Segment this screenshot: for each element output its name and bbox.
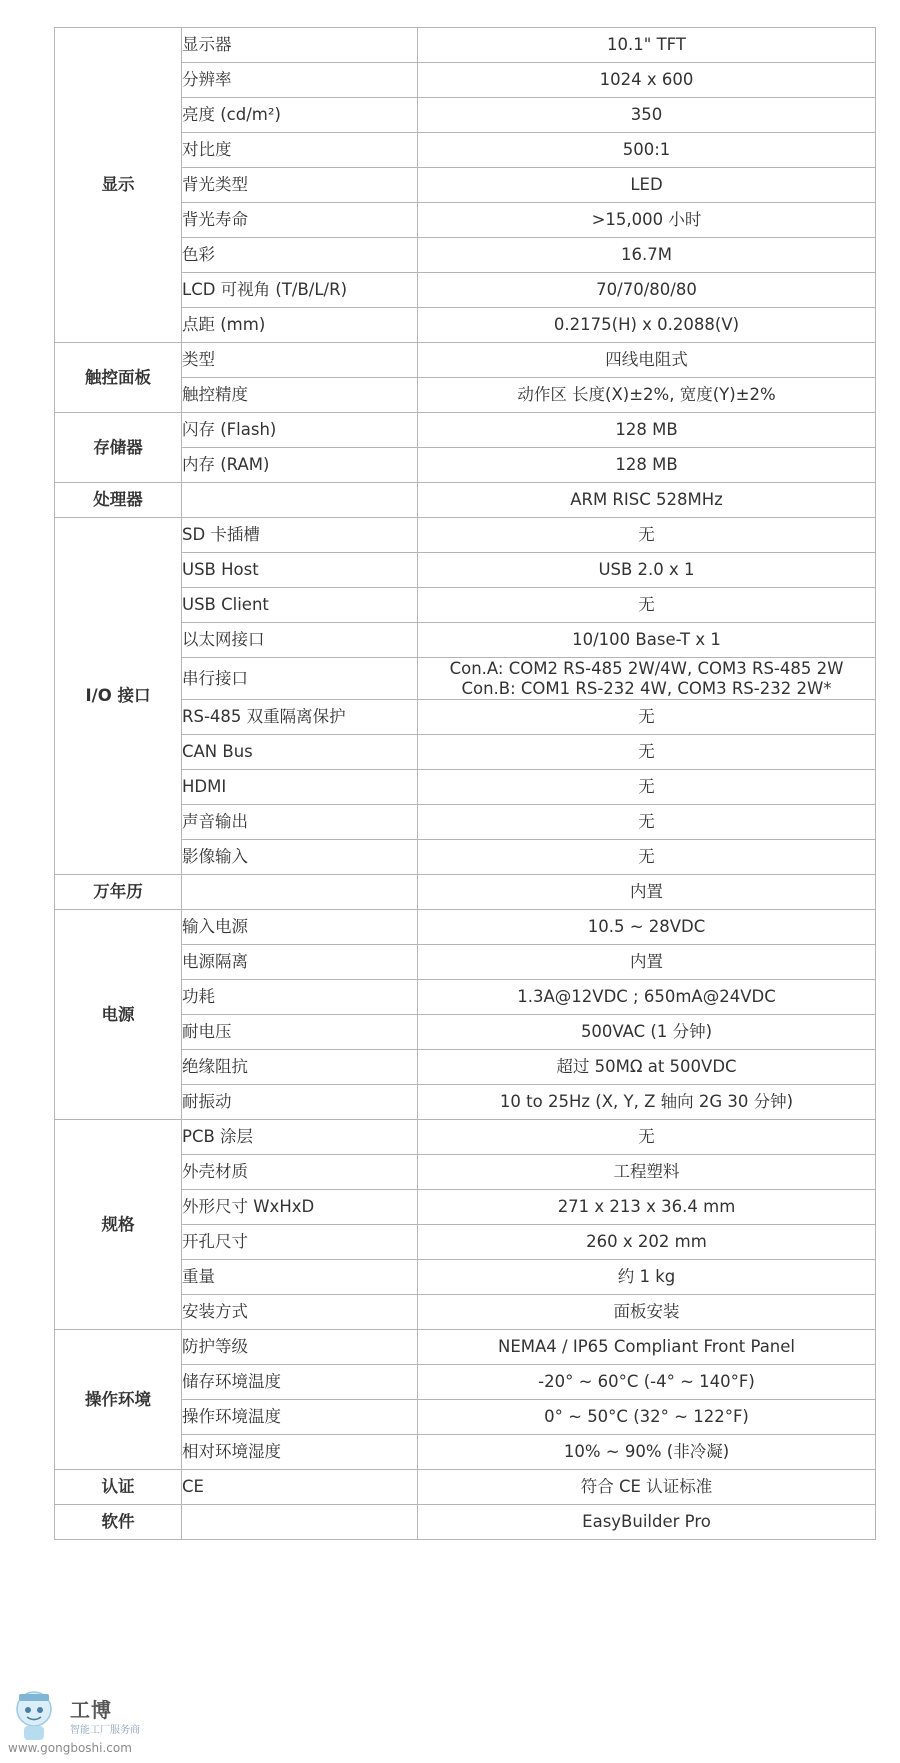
- spec-name-cell: HDMI: [182, 770, 418, 805]
- spec-name-cell: 外壳材质: [182, 1155, 418, 1190]
- category-cell: 操作环境: [55, 1330, 182, 1470]
- table-row: [55, 910, 876, 945]
- spec-value-cell: NEMA4 / IP65 Compliant Front Panel: [418, 1330, 876, 1365]
- spec-value-cell: 128 MB: [418, 413, 876, 448]
- spec-value-cell: 约 1 kg: [418, 1260, 876, 1295]
- spec-name-cell: 开孔尺寸: [182, 1225, 418, 1260]
- spec-value-cell: 10% ~ 90% (非冷凝): [418, 1435, 876, 1470]
- table-row: [55, 343, 876, 378]
- spec-value-line: Con.B: COM1 RS-232 4W, COM3 RS-232 2W*: [461, 678, 832, 698]
- spec-name-cell: 功耗: [182, 980, 418, 1015]
- spec-value-cell: 0.2175(H) x 0.2088(V): [418, 308, 876, 343]
- spec-value-cell: USB 2.0 x 1: [418, 553, 876, 588]
- category-cell: 触控面板: [55, 343, 182, 413]
- spec-name-cell: 内存 (RAM): [182, 448, 418, 483]
- table-row: [55, 1120, 876, 1155]
- spec-value-cell: 128 MB: [418, 448, 876, 483]
- spec-name-cell: 相对环境湿度: [182, 1435, 418, 1470]
- spec-value-cell: 16.7M: [418, 238, 876, 273]
- spec-value-cell: 1.3A@12VDC ; 650mA@24VDC: [418, 980, 876, 1015]
- spec-value-cell: 动作区 长度(X)±2%, 宽度(Y)±2%: [418, 378, 876, 413]
- spec-value-cell: ARM RISC 528MHz: [418, 483, 876, 518]
- category-cell: 万年历: [55, 875, 182, 910]
- spec-name-cell: 类型: [182, 343, 418, 378]
- spec-value-cell: 面板安装: [418, 1295, 876, 1330]
- spec-value-cell: 无: [418, 700, 876, 735]
- table-row: [55, 1330, 876, 1365]
- spec-value-cell: 工程塑料: [418, 1155, 876, 1190]
- spec-name-cell: USB Host: [182, 553, 418, 588]
- spec-name-cell: 影像输入: [182, 840, 418, 875]
- spec-value-cell: 无: [418, 588, 876, 623]
- spec-value-cell: LED: [418, 168, 876, 203]
- spec-value-cell: 内置: [418, 875, 876, 910]
- spec-value-cell: 10 to 25Hz (X, Y, Z 轴向 2G 30 分钟): [418, 1085, 876, 1120]
- spec-value-cell: 10.1" TFT: [418, 28, 876, 63]
- spec-name-cell: 背光寿命: [182, 203, 418, 238]
- watermark-title: 工博: [70, 1698, 112, 1722]
- spec-value-cell: 无: [418, 840, 876, 875]
- table-row: [55, 1470, 876, 1505]
- category-cell: 电源: [55, 910, 182, 1120]
- spec-value-cell: 无: [418, 1120, 876, 1155]
- spec-name-cell: USB Client: [182, 588, 418, 623]
- spec-value-line: Con.A: COM2 RS-485 2W/4W, COM3 RS-485 2W: [449, 658, 844, 678]
- spec-name-cell: 声音输出: [182, 805, 418, 840]
- spec-value-cell: 无: [418, 770, 876, 805]
- spec-name-cell: 对比度: [182, 133, 418, 168]
- spec-name-cell: 显示器: [182, 28, 418, 63]
- spec-name-cell: SD 卡插槽: [182, 518, 418, 553]
- spec-value-cell: 500:1: [418, 133, 876, 168]
- category-cell: 处理器: [55, 483, 182, 518]
- spec-name-cell: RS-485 双重隔离保护: [182, 700, 418, 735]
- spec-value-cell: 10.5 ~ 28VDC: [418, 910, 876, 945]
- spec-name-cell: 点距 (mm): [182, 308, 418, 343]
- spec-name-cell: PCB 涂层: [182, 1120, 418, 1155]
- spec-table-body: [55, 28, 876, 1540]
- spec-value-cell: 符合 CE 认证标准: [418, 1470, 876, 1505]
- spec-name-cell: 以太网接口: [182, 623, 418, 658]
- mascot-logo-icon: [8, 1685, 60, 1745]
- spec-name-cell: 重量: [182, 1260, 418, 1295]
- spec-name-cell: 串行接口: [182, 658, 418, 700]
- spec-name-cell: LCD 可视角 (T/B/L/R): [182, 273, 418, 308]
- spec-value-cell: -20° ~ 60°C (-4° ~ 140°F): [418, 1365, 876, 1400]
- spec-name-cell: 外形尺寸 WxHxD: [182, 1190, 418, 1225]
- table-row: [55, 875, 876, 910]
- spec-value-cell: EasyBuilder Pro: [418, 1505, 876, 1540]
- category-cell: 规格: [55, 1120, 182, 1330]
- spec-name-cell: 安装方式: [182, 1295, 418, 1330]
- spec-name-cell: 分辨率: [182, 63, 418, 98]
- spec-value-cell: 0° ~ 50°C (32° ~ 122°F): [418, 1400, 876, 1435]
- spec-value-cell: [418, 658, 876, 700]
- spec-name-cell: [182, 1505, 418, 1540]
- spec-name-cell: 耐振动: [182, 1085, 418, 1120]
- spec-name-cell: 闪存 (Flash): [182, 413, 418, 448]
- spec-value-cell: 1024 x 600: [418, 63, 876, 98]
- spec-value-cell: 350: [418, 98, 876, 133]
- category-cell: 显示: [55, 28, 182, 343]
- spec-value-cell: 无: [418, 518, 876, 553]
- category-cell: I/O 接口: [55, 518, 182, 875]
- table-row: [55, 413, 876, 448]
- spec-name-cell: 绝缘阻抗: [182, 1050, 418, 1085]
- spec-name-cell: 防护等级: [182, 1330, 418, 1365]
- table-row: [55, 518, 876, 553]
- spec-name-cell: 亮度 (cd/m²): [182, 98, 418, 133]
- watermark: [8, 1685, 178, 1755]
- spec-value-cell: 500VAC (1 分钟): [418, 1015, 876, 1050]
- category-cell: 认证: [55, 1470, 182, 1505]
- spec-value-cell: 260 x 202 mm: [418, 1225, 876, 1260]
- spec-value-cell: 无: [418, 805, 876, 840]
- watermark-subtitle: 智能工厂服务商: [70, 1725, 140, 1736]
- spec-name-cell: CAN Bus: [182, 735, 418, 770]
- spec-value-cell: 70/70/80/80: [418, 273, 876, 308]
- spec-name-cell: 操作环境温度: [182, 1400, 418, 1435]
- spec-value-cell: 10/100 Base-T x 1: [418, 623, 876, 658]
- spec-value-cell: >15,000 小时: [418, 203, 876, 238]
- spec-name-cell: 耐电压: [182, 1015, 418, 1050]
- spec-value-cell: 内置: [418, 945, 876, 980]
- spec-name-cell: [182, 483, 418, 518]
- spec-name-cell: 触控精度: [182, 378, 418, 413]
- spec-table: [54, 27, 876, 1540]
- spec-name-cell: 储存环境温度: [182, 1365, 418, 1400]
- spec-value-cell: 超过 50MΩ at 500VDC: [418, 1050, 876, 1085]
- spec-value-cell: 无: [418, 735, 876, 770]
- spec-name-cell: 电源隔离: [182, 945, 418, 980]
- table-row: [55, 1505, 876, 1540]
- category-cell: 软件: [55, 1505, 182, 1540]
- spec-name-cell: [182, 875, 418, 910]
- spec-name-cell: 背光类型: [182, 168, 418, 203]
- table-row: [55, 28, 876, 63]
- spec-name-cell: CE: [182, 1470, 418, 1505]
- spec-name-cell: 色彩: [182, 238, 418, 273]
- spec-name-cell: 输入电源: [182, 910, 418, 945]
- watermark-url: www.gongboshi.com: [8, 1741, 132, 1755]
- spec-value-cell: 四线电阻式: [418, 343, 876, 378]
- spec-value-cell: 271 x 213 x 36.4 mm: [418, 1190, 876, 1225]
- category-cell: 存储器: [55, 413, 182, 483]
- table-row: [55, 483, 876, 518]
